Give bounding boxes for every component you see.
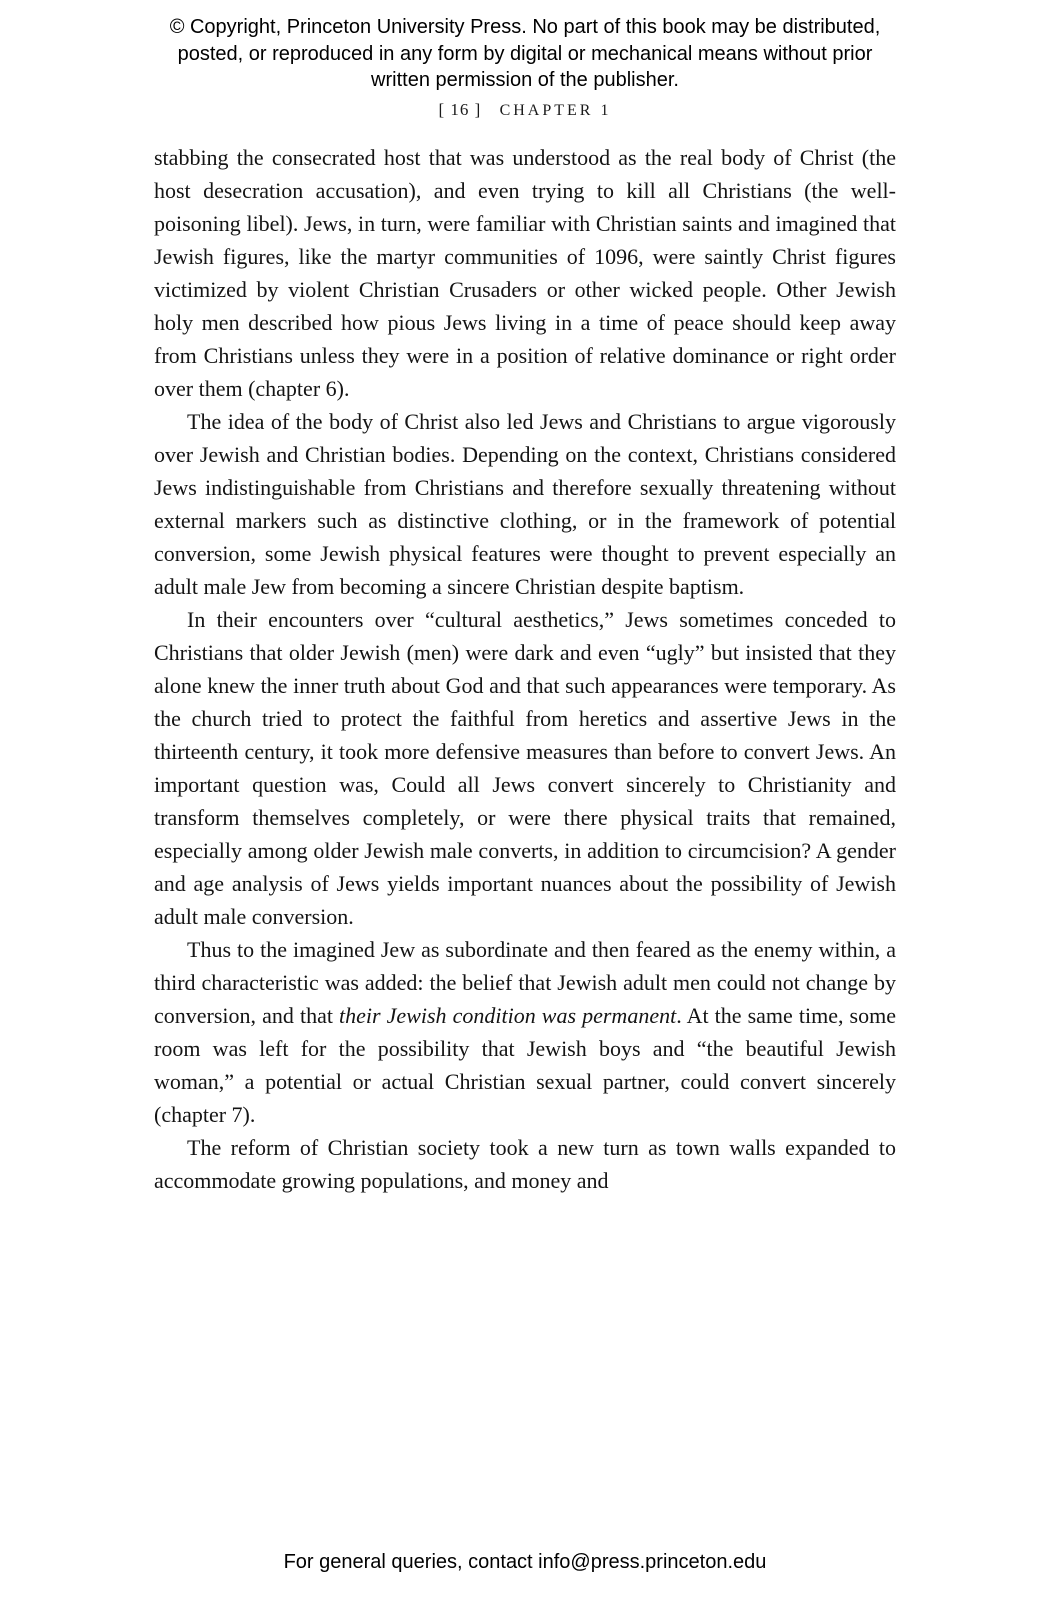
- chapter-label: CHAPTER 1: [499, 102, 612, 119]
- text-run: stabbing the consecrated host that was understood as the real body of Christ (the host desecration accusation), and even trying to kill all Christians (the well-poisoning libel). Jews, in turn, were familiar with Christian saints and imagined that Jewish figures, like the martyr communities of 1096, were saintly Christ figures victimized by violent Christian Crusaders or other wicked people. Other Jewish holy men described how pious Jews living in a time of peace should keep away from Christians unless they were in a position of relative dominance or right order over them (chapter 6).: [154, 145, 896, 401]
- text-run: The idea of the body of Christ also led Jews and Christians to argue vigorously over Jewish and Christian bodies. Depending on the context, Christians considered Jews indistinguishable from Christians and therefore sexually threatening without external markers such as distinctive clothing, or in the framework of potential conversion, some Jewish physical features were thought to prevent especially an adult male Jew from becoming a sincere Christian despite baptism.: [154, 409, 896, 599]
- page-number: [ 16 ]: [438, 100, 482, 119]
- paragraph-2: [154, 405, 896, 603]
- copyright-notice: © Copyright, Princeton University Press. No part of this book may be distributed, posted, or reproduced in any form by digital or mechanical means without prior written permission of the publisher.: [169, 16, 881, 92]
- text-run: The reform of Christian society took a new turn as town walls expanded to accommodate growing populations, and money and: [154, 1135, 896, 1193]
- paragraph-4: [154, 933, 896, 1131]
- paragraph-5: [154, 1131, 896, 1197]
- paragraph-1: [154, 141, 896, 405]
- italic-phrase: their Jewish condition was permanent: [339, 1003, 677, 1028]
- paragraph-3: [154, 603, 896, 933]
- page-header: [0, 100, 1050, 120]
- body-text: [154, 141, 896, 1197]
- text-run: . At the same time, some room was left for the possibility that Jewish boys and “the beautiful Jewish woman,” a potential or actual Christian sexual partner, could convert sincerely (chapter 7).: [154, 1003, 896, 1127]
- text-run: Thus to the imagined Jew as subordinate and then feared as the enemy within, a third characteristic was added: the belief that Jewish adult men could not change by conversion, and that: [154, 937, 896, 1028]
- text-run: In their encounters over “cultural aesthetics,” Jews sometimes conceded to Christians that older Jewish (men) were dark and even “ugly” but insisted that they alone knew the inner truth about God and that such appearances were temporary. As the church tried to protect the faithful from heretics and assertive Jews in the thirteenth century, it took more defensive measures than before to convert Jews. An important question was, Could all Jews convert sincerely to Christianity and transform themselves completely, or were there physical traits that remained, especially among older Jewish male converts, in addition to circumcision? A gender and age analysis of Jews yields important nuances about the possibility of Jewish adult male conversion.: [154, 607, 896, 929]
- footer-query-contact: For general queries, contact info@press.princeton.edu: [283, 1551, 767, 1573]
